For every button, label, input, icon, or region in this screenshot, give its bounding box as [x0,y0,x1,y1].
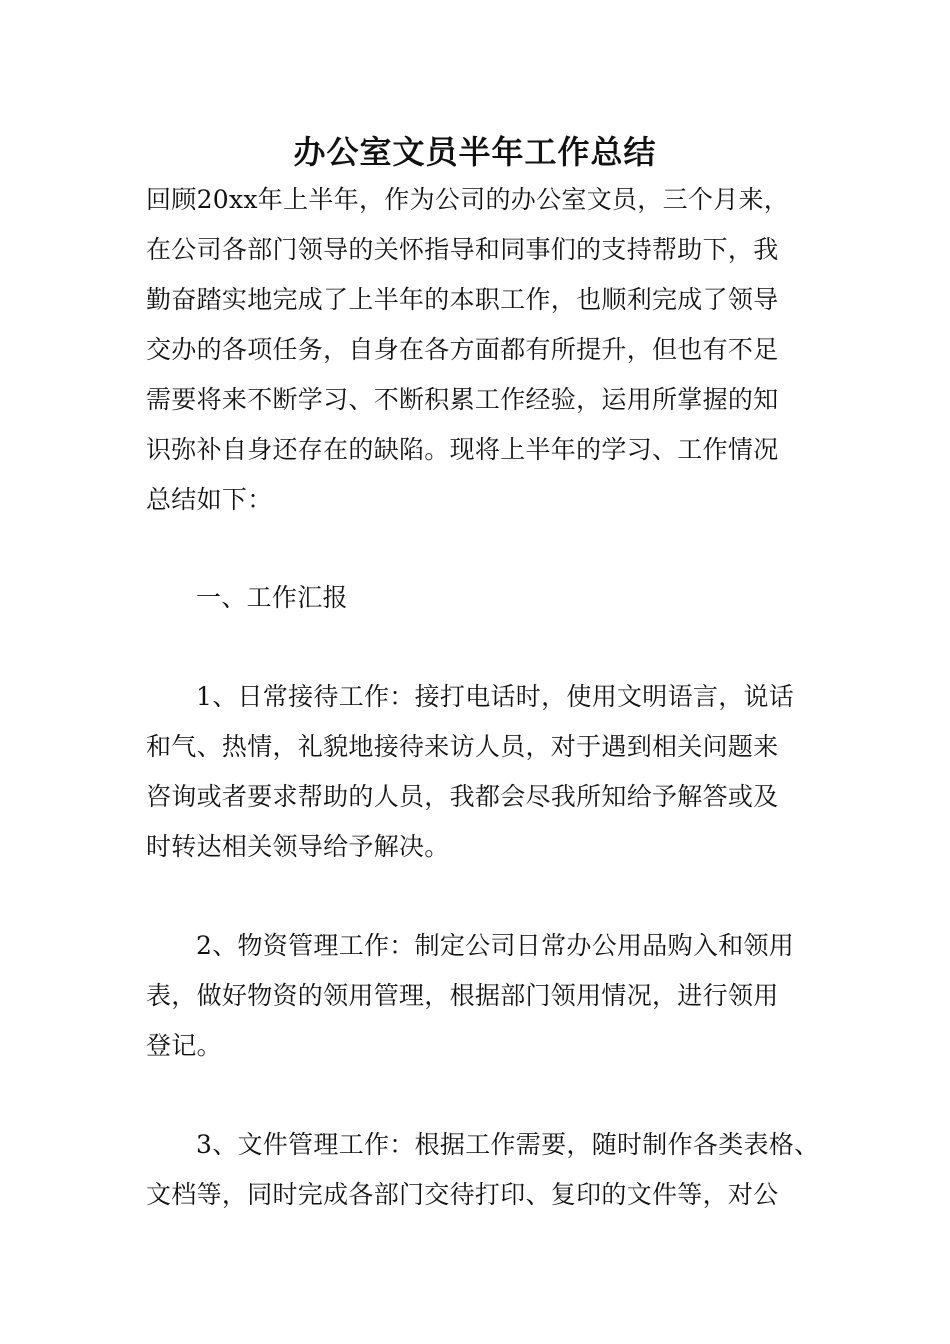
paragraph-intro-line: 识弥补自身还存在的缺陷。现将上半年的学习、工作情况 [146,435,779,464]
section-heading: 一、工作汇报 [196,583,348,612]
paragraph-item-1-line: 咨询或者要求帮助的人员，我都会尽我所知给予解答或及 [146,782,779,811]
paragraph-item-3-line: 文档等，同时完成各部门交待打印、复印的文件等，对公 [146,1180,779,1209]
document-title: 办公室文员半年工作总结 [293,133,657,171]
paragraph-item-3-line: 3、文件管理工作：根据工作需要，随时制作各类表格、 [196,1130,820,1159]
paragraph-item-1-line: 1、日常接待工作：接打电话时，使用文明语言，说话 [196,682,795,711]
paragraph-intro-line: 在公司各部门领导的关怀指导和同事们的支持帮助下，我 [146,235,779,264]
paragraph-item-2-line: 2、物资管理工作：制定公司日常办公用品购入和领用 [196,931,795,960]
paragraph-intro-line: 需要将来不断学习、不断积累工作经验，运用所掌握的知 [146,385,779,414]
paragraph-item-1-line: 时转达相关领导给予解决。 [146,832,450,861]
paragraph-intro-line: 总结如下： [146,485,273,514]
paragraph-intro-line: 交办的各项任务，自身在各方面都有所提升，但也有不足 [146,335,779,364]
paragraph-item-1-line: 和气、热情，礼貌地接待来访人员，对于遇到相关问题来 [146,732,779,761]
paragraph-intro-line: 勤奋踏实地完成了上半年的本职工作，也顺利完成了领导 [146,285,779,314]
paragraph-item-2-line: 登记。 [146,1031,222,1060]
paragraph-item-2-line: 表，做好物资的领用管理，根据部门领用情况，进行领用 [146,981,779,1010]
paragraph-intro-line: 回顾20xx年上半年，作为公司的办公室文员，三个月来， [146,185,790,214]
